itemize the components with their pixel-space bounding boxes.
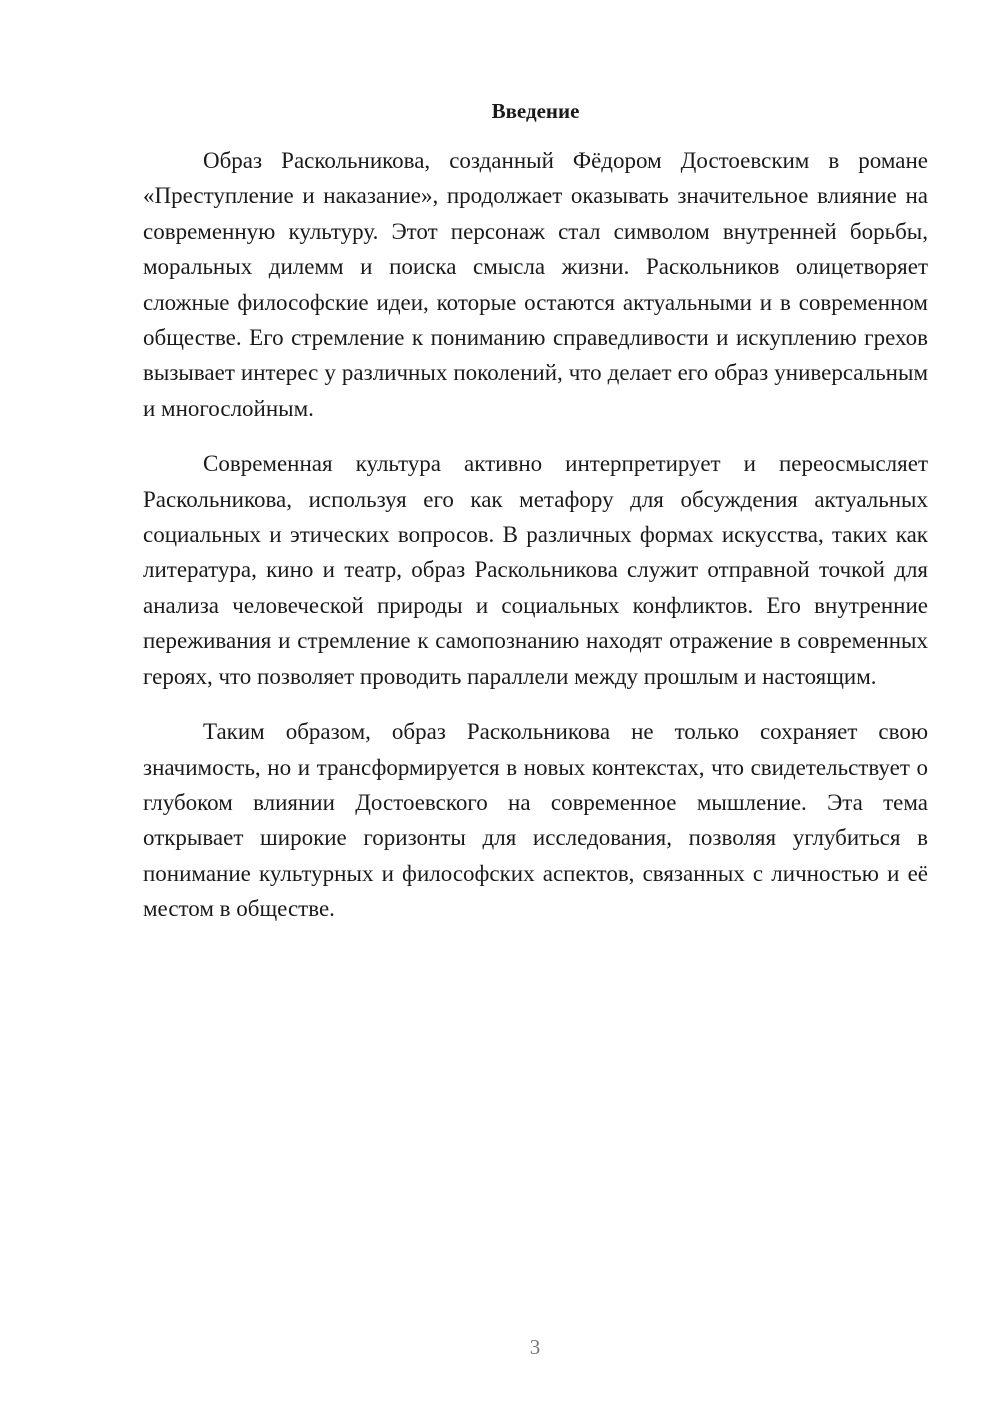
paragraph-3: Таким образом, образ Раскольникова не только сохраняет свою значимость, но и трансформируется в новых контекстах, что свидетельствует о глубоком влиянии Достоевского на современное мышление. Эта тема открывает широкие горизонты для исследования, позволяя углубиться в понимание культурных и философских аспектов, связанных с личностью и её местом в обществе.	[143, 719, 928, 922]
page-number: 3	[529, 1335, 541, 1359]
section-title: Введение	[491, 99, 580, 123]
paragraph-2: Современная культура активно интерпретирует и переосмысляет Раскольникова, используя его как метафору для обсуждения актуальных социальных и этических вопросов. В различных формах искусства, таких как литература, кино и театр, образ Раскольникова служит отправной точкой для анализа человеческой природы и социальных конфликтов. Его внутренние переживания и стремление к самопознанию находят отражение в современных героях, что позволяет проводить параллели между прошлым и настоящим.	[143, 451, 928, 689]
paragraph-1: Образ Раскольникова, созданный Фёдором Достоевским в романе «Преступление и наказание», продолжает оказывать значительное влияние на современную культуру. Этот персонаж стал символом внутренней борьбы, моральных дилемм и поиска смысла жизни. Раскольников олицетворяет сложные философские идеи, которые остаются актуальными и в современном обществе. Его стремление к пониманию справедливости и искуплению грехов вызывает интерес у различных поколений, что делает его образ универсальным и многослойным.	[143, 148, 928, 421]
body-text	[143, 143, 928, 947]
